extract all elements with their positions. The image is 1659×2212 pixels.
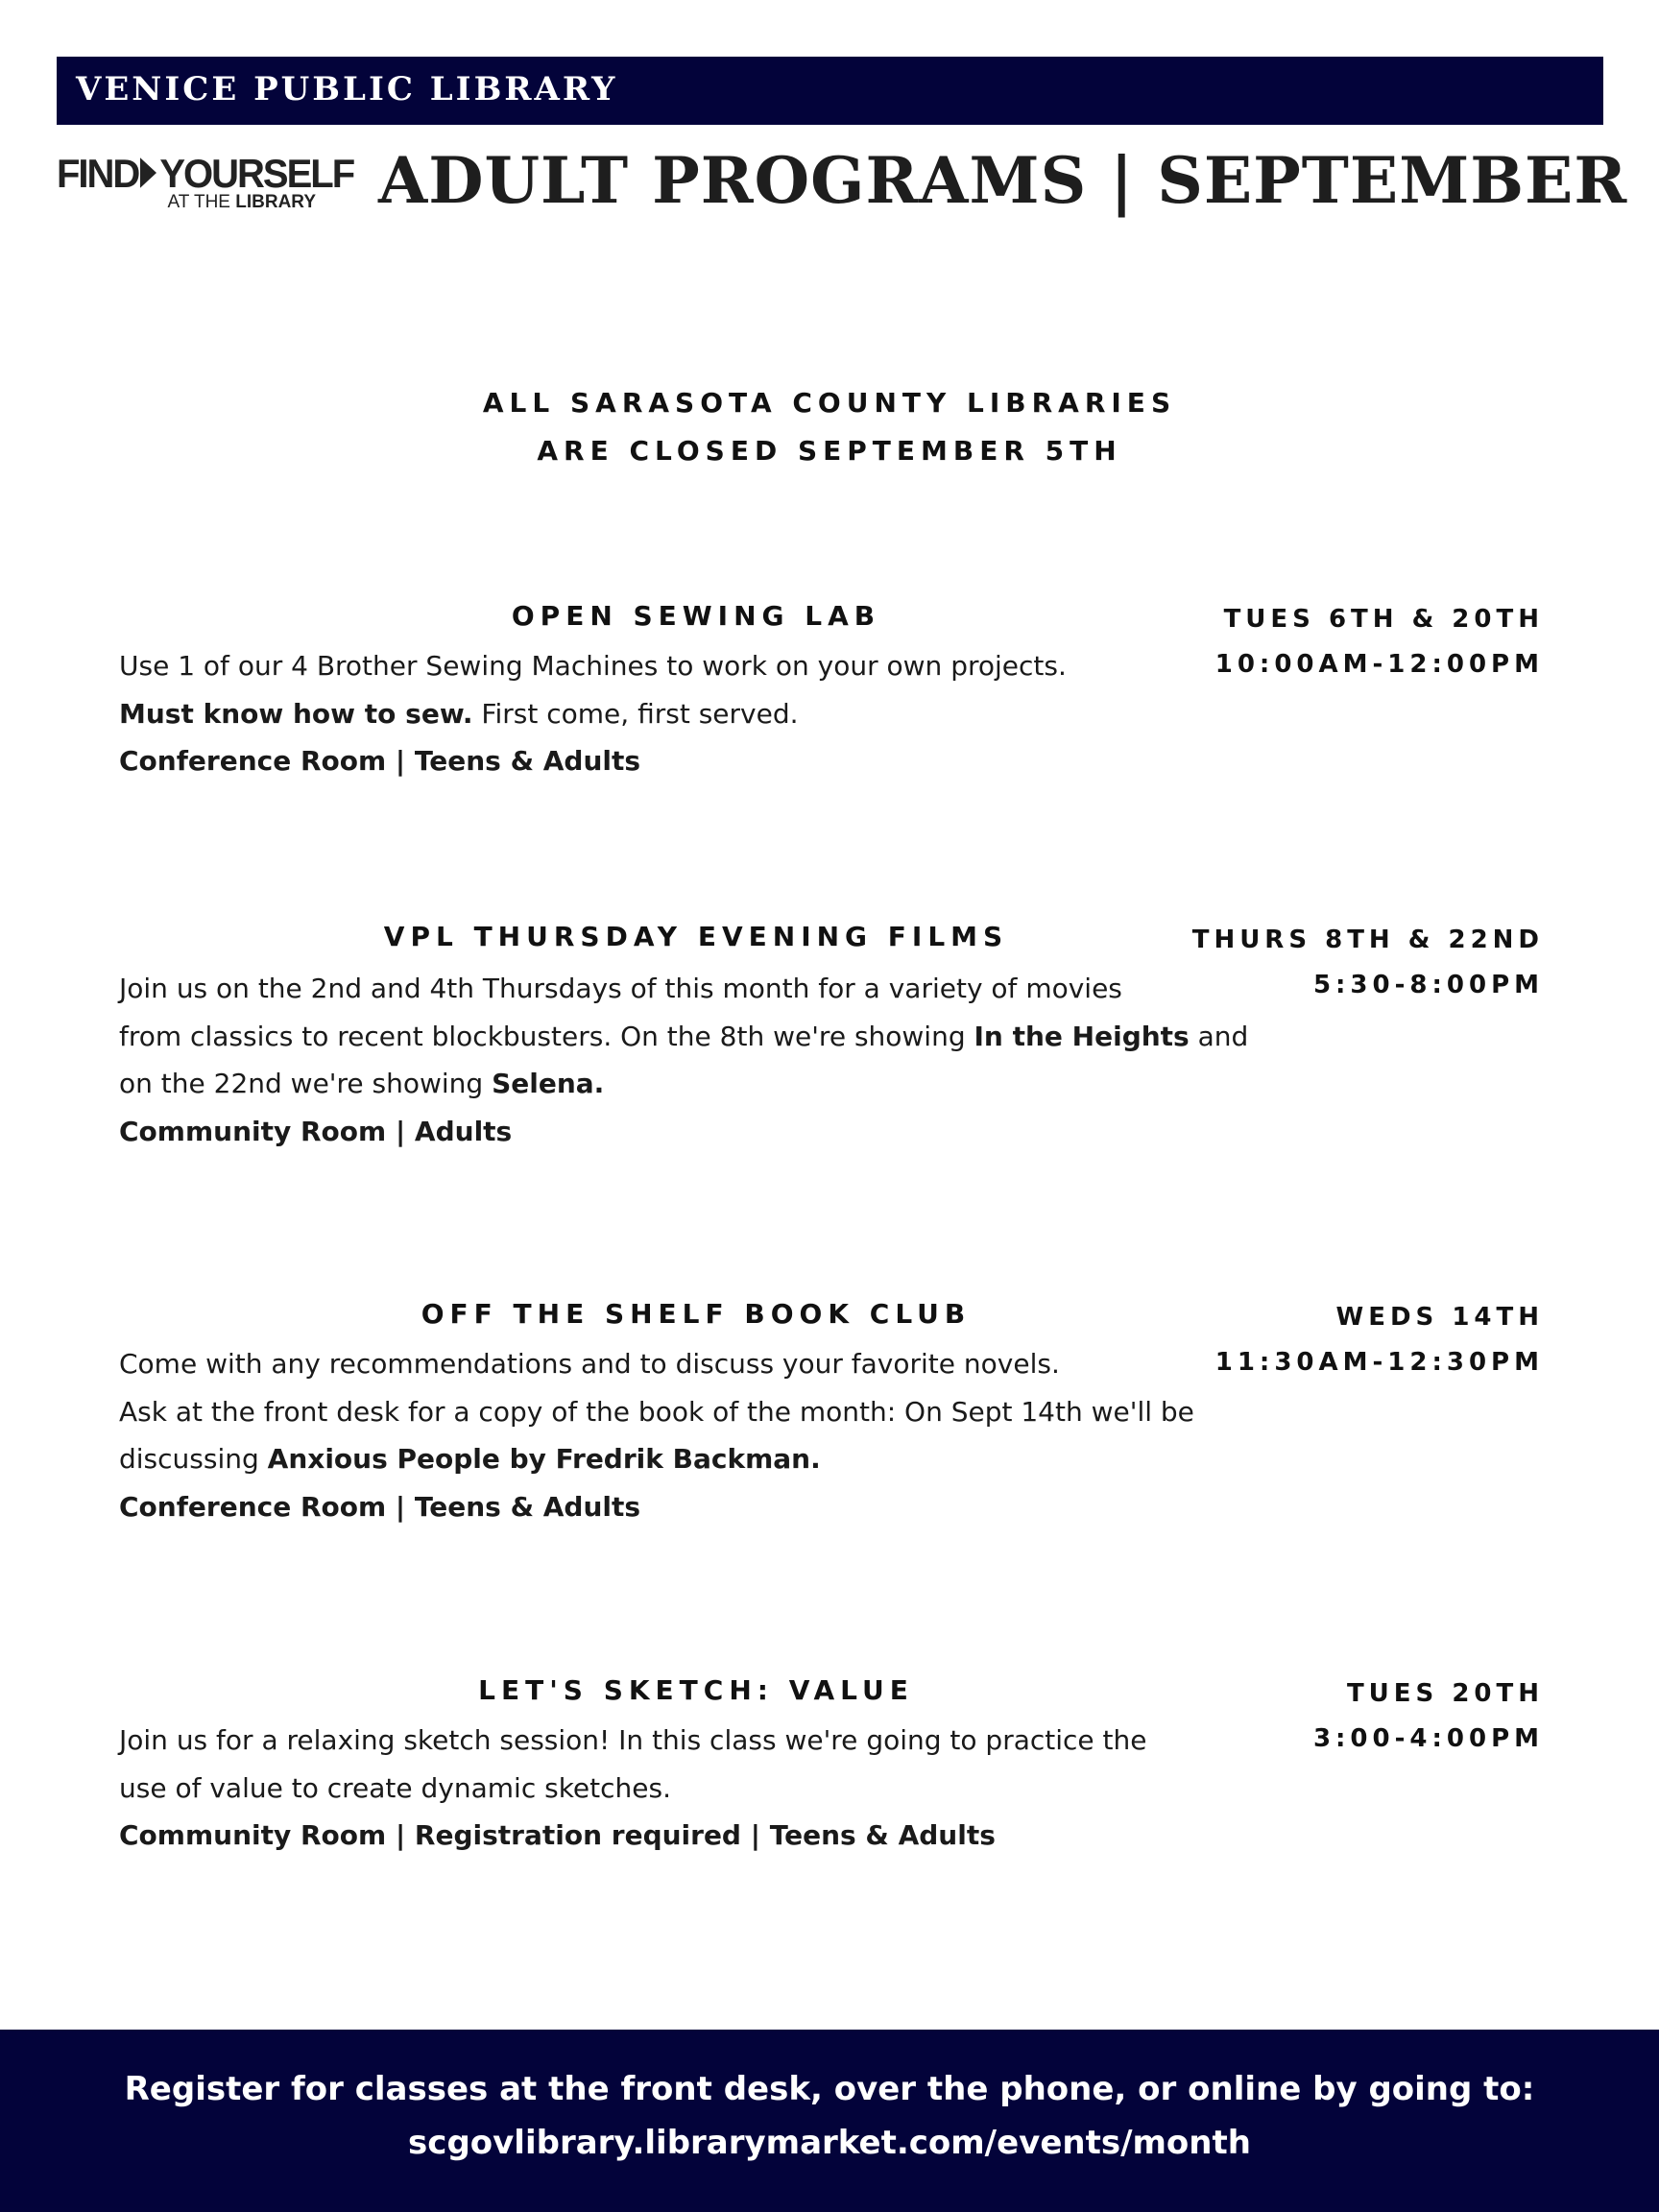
logo-wordmark (57, 152, 353, 196)
program-title: OPEN SEWING LAB (511, 600, 881, 632)
program-location: Community Room | Adults (119, 1115, 513, 1147)
description-line: Join us on the 2nd and 4th Thursdays of this month for a variety of movies (119, 973, 1122, 1004)
closure-notice (0, 379, 1659, 475)
program-location: Conference Room | Teens & Adults (119, 1490, 641, 1523)
description-line (119, 1013, 1329, 1061)
description-line: Come with any recommendations and to discuss your favorite novels. (119, 1348, 1060, 1380)
description-line (119, 690, 1329, 738)
closure-notice-line1: ALL SARASOTA COUNTY LIBRARIES (482, 387, 1177, 419)
logo-yourself-text: YOURSELF (159, 152, 354, 197)
closure-notice-line2: ARE CLOSED SEPTEMBER 5TH (537, 435, 1122, 467)
description-line: use of value to create dynamic sketches. (119, 1771, 671, 1804)
program-description (119, 965, 1329, 1155)
program-schedule (1313, 1671, 1544, 1762)
program-date: TUES 6TH & 20TH (1223, 605, 1544, 634)
description-line (119, 1435, 1329, 1483)
library-name: VENICE PUBLIC LIBRARY (76, 70, 618, 108)
program-time: 10:00AM-12:00PM (1214, 650, 1544, 679)
play-triangle-icon (140, 158, 156, 189)
program-title: VPL THURSDAY EVENING FILMS (383, 921, 1009, 952)
logo-find-text: FIND (57, 152, 139, 197)
description-text: from classics to recent blockbusters. On the 8th we're showing (119, 1020, 974, 1052)
program-location: Conference Room | Teens & Adults (119, 745, 641, 777)
description-text: discussing (119, 1443, 268, 1475)
page-title: ADULT PROGRAMS | SEPTEMBER (378, 143, 1628, 218)
program-date: THURS 8TH & 22ND (1191, 926, 1544, 954)
registration-url: scgovlibrary.librarymarket.com/events/month (408, 2124, 1251, 2162)
logo-library: LIBRARY (235, 192, 316, 212)
program-description (119, 1340, 1329, 1530)
description-text: and (1189, 1020, 1249, 1052)
find-yourself-logo (57, 152, 354, 215)
description-text: on the 22nd we're showing (119, 1068, 493, 1099)
program-description (119, 1717, 1329, 1860)
registration-footer (0, 2030, 1659, 2212)
program-date: TUES 20TH (1346, 1679, 1544, 1708)
description-text: First come, first served. (472, 697, 799, 730)
program-time: 11:30AM-12:30PM (1214, 1348, 1544, 1377)
program-title: OFF THE SHELF BOOK CLUB (421, 1298, 972, 1330)
program-book-club (0, 1295, 1659, 1523)
program-description (119, 642, 1329, 785)
program-lets-sketch (0, 1671, 1659, 1851)
library-name-banner (57, 57, 1603, 125)
logo-at-the: AT THE (167, 192, 230, 212)
program-location: Community Room | Registration required | Teens & Adults (119, 1819, 996, 1851)
program-open-sewing-lab (0, 597, 1659, 777)
program-thursday-films (0, 918, 1659, 1147)
description-line (119, 1060, 1329, 1108)
description-line: Ask at the front desk for a copy of the book of the month: On Sept 14th we'll be (119, 1395, 1194, 1428)
registration-instructions: Register for classes at the front desk, over the phone, or online by going to: (124, 2070, 1535, 2108)
logo-tagline (168, 192, 317, 213)
program-title: LET'S SKETCH: VALUE (478, 1674, 914, 1706)
program-time: 3:00-4:00PM (1312, 1724, 1544, 1753)
film-title: In the Heights (974, 1020, 1190, 1052)
program-time: 5:30-8:00PM (1312, 971, 1544, 999)
film-title: Selena. (492, 1068, 605, 1099)
description-line: Join us for a relaxing sketch session! In this class we're going to practice the (119, 1724, 1147, 1756)
description-line: Use 1 of our 4 Brother Sewing Machines to work on your own projects. (119, 650, 1067, 682)
program-date: WEDS 14TH (1335, 1303, 1544, 1332)
book-title: Anxious People by Fredrik Backman. (267, 1443, 821, 1475)
requirement-text: Must know how to sew. (119, 697, 473, 730)
